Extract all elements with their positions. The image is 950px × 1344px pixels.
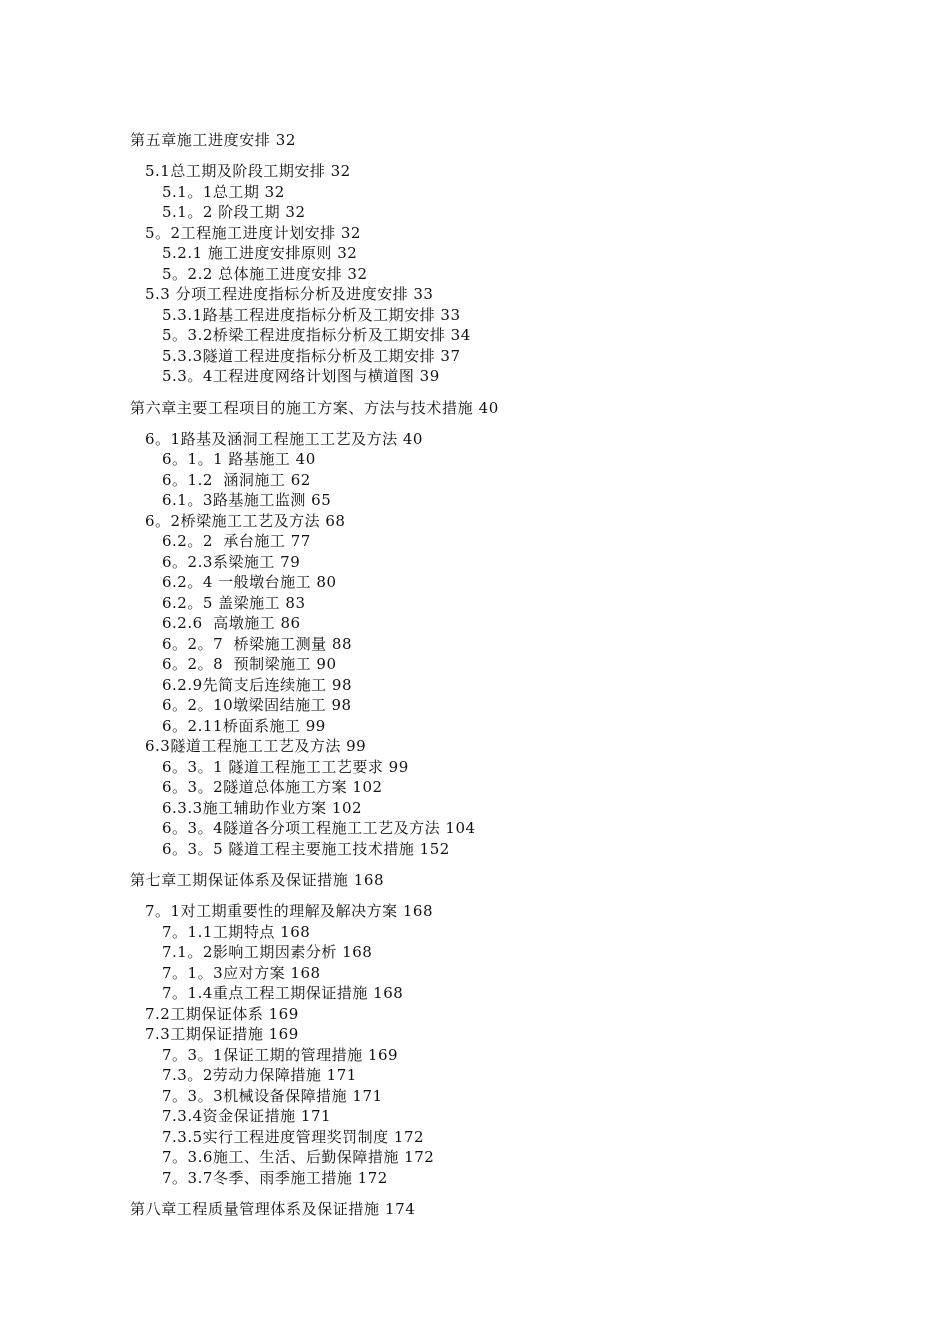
toc-subsection-entry: 7。1.4重点工程工期保证措施 168 [162,984,404,1002]
toc-section-entry: 5。2工程施工进度计划安排 32 [145,223,361,242]
toc-subsection-entry: 7.3.5实行工程进度管理奖罚制度 172 [162,1127,425,1146]
toc-subsection-entry: 5.2.1 施工进度安排原则 32 [162,244,358,262]
toc-subsection-entry: 7。3.6施工、生活、后勤保障措施 172 [162,1148,435,1166]
toc-subsection-entry: 5.3.1路基工程进度指标分析及工期安排 33 [162,305,461,324]
toc-subsection-entry: 6.2.9先简支后连续施工 98 [162,675,353,694]
toc-subsection-entry: 6。2。7 桥梁施工测量 88 [162,634,353,653]
toc-subsection-entry: 5。2.2 总体施工进度安排 32 [162,264,368,283]
toc-subsection-entry: 6。3。2隧道总体施工方案 102 [162,778,383,796]
toc-subsection-entry: 6.2。5 盖梁施工 83 [162,593,306,612]
toc-subsection-entry: 6。3。5 隧道工程主要施工技术措施 152 [162,839,450,858]
toc-subsection-entry: 5.1。1总工期 32 [162,182,285,201]
toc-subsection-entry: 6。3。1 隧道工程施工工艺要求 99 [162,757,409,776]
toc-chapter-heading: 第八章工程质量管理体系及保证措施 174 [130,1200,416,1218]
toc-subsection-entry: 7.1。2影响工期因素分析 168 [162,943,373,961]
toc-section-entry: 5.1总工期及阶段工期安排 32 [145,162,351,180]
toc-subsection-entry: 7.3.4资金保证措施 171 [162,1107,332,1125]
toc-subsection-entry: 6.2。2 承台施工 77 [162,532,311,550]
toc-subsection-entry: 7。3。1保证工期的管理措施 169 [162,1045,399,1064]
toc-subsection-entry: 7.3。2劳动力保障措施 171 [162,1066,357,1084]
toc-section-entry: 6.3隧道工程施工工艺及方法 99 [145,737,367,755]
toc-subsection-entry: 6。2.3系梁施工 79 [162,552,301,571]
toc-chapter-heading: 第六章主要工程项目的施工方案、方法与技术措施 40 [130,398,499,417]
toc-subsection-entry: 7。1。3应对方案 168 [162,963,321,982]
toc-subsection-entry: 7。1.1工期特点 168 [162,922,311,941]
toc-subsection-entry: 6.1。3路基施工监测 65 [162,491,332,509]
toc-subsection-entry: 6。1。1 路基施工 40 [162,450,316,468]
toc-subsection-entry: 6。3。4隧道各分项工程施工工艺及方法 104 [162,819,476,837]
toc-subsection-entry: 5.3。4工程进度网络计划图与横道图 39 [162,367,440,385]
toc-chapter-heading: 第七章工期保证体系及保证措施 168 [130,871,385,889]
toc-section-entry: 7。1对工期重要性的理解及解决方案 168 [145,902,433,920]
toc-subsection-entry: 6。2。10墩梁固结施工 98 [162,696,352,714]
toc-subsection-entry: 7。3。3机械设备保障措施 171 [162,1086,383,1105]
toc-section-entry: 7.3工期保证措施 169 [145,1025,299,1043]
toc-subsection-entry: 6。1.2 涵洞施工 62 [162,470,311,489]
toc-subsection-entry: 5。3.2桥梁工程进度指标分析及工期安排 34 [162,326,471,344]
toc-subsection-entry: 6.2.6 高墩施工 86 [162,614,301,632]
toc-subsection-entry: 5.3.3隧道工程进度指标分析及工期安排 37 [162,346,461,365]
toc-section-entry: 6。2桥梁施工工艺及方法 68 [145,511,346,530]
toc-subsection-entry: 6.2。4 一般墩台施工 80 [162,573,337,591]
toc-section-entry: 5.3 分项工程进度指标分析及进度安排 33 [145,285,434,303]
toc-chapter-heading: 第五章施工进度安排 32 [130,131,297,149]
toc-subsection-entry: 6.3.3施工辅助作业方案 102 [162,798,363,817]
toc-subsection-entry: 6。2。8 预制梁施工 90 [162,655,337,673]
toc-section-entry: 7.2工期保证体系 169 [145,1004,299,1023]
toc-subsection-entry: 6。2.11桥面系施工 99 [162,716,326,735]
toc-section-entry: 6。1路基及涵洞工程施工工艺及方法 40 [145,429,423,448]
toc-subsection-entry: 5.1。2 阶段工期 32 [162,203,306,221]
toc-subsection-entry: 7。3.7冬季、雨季施工措施 172 [162,1168,388,1187]
